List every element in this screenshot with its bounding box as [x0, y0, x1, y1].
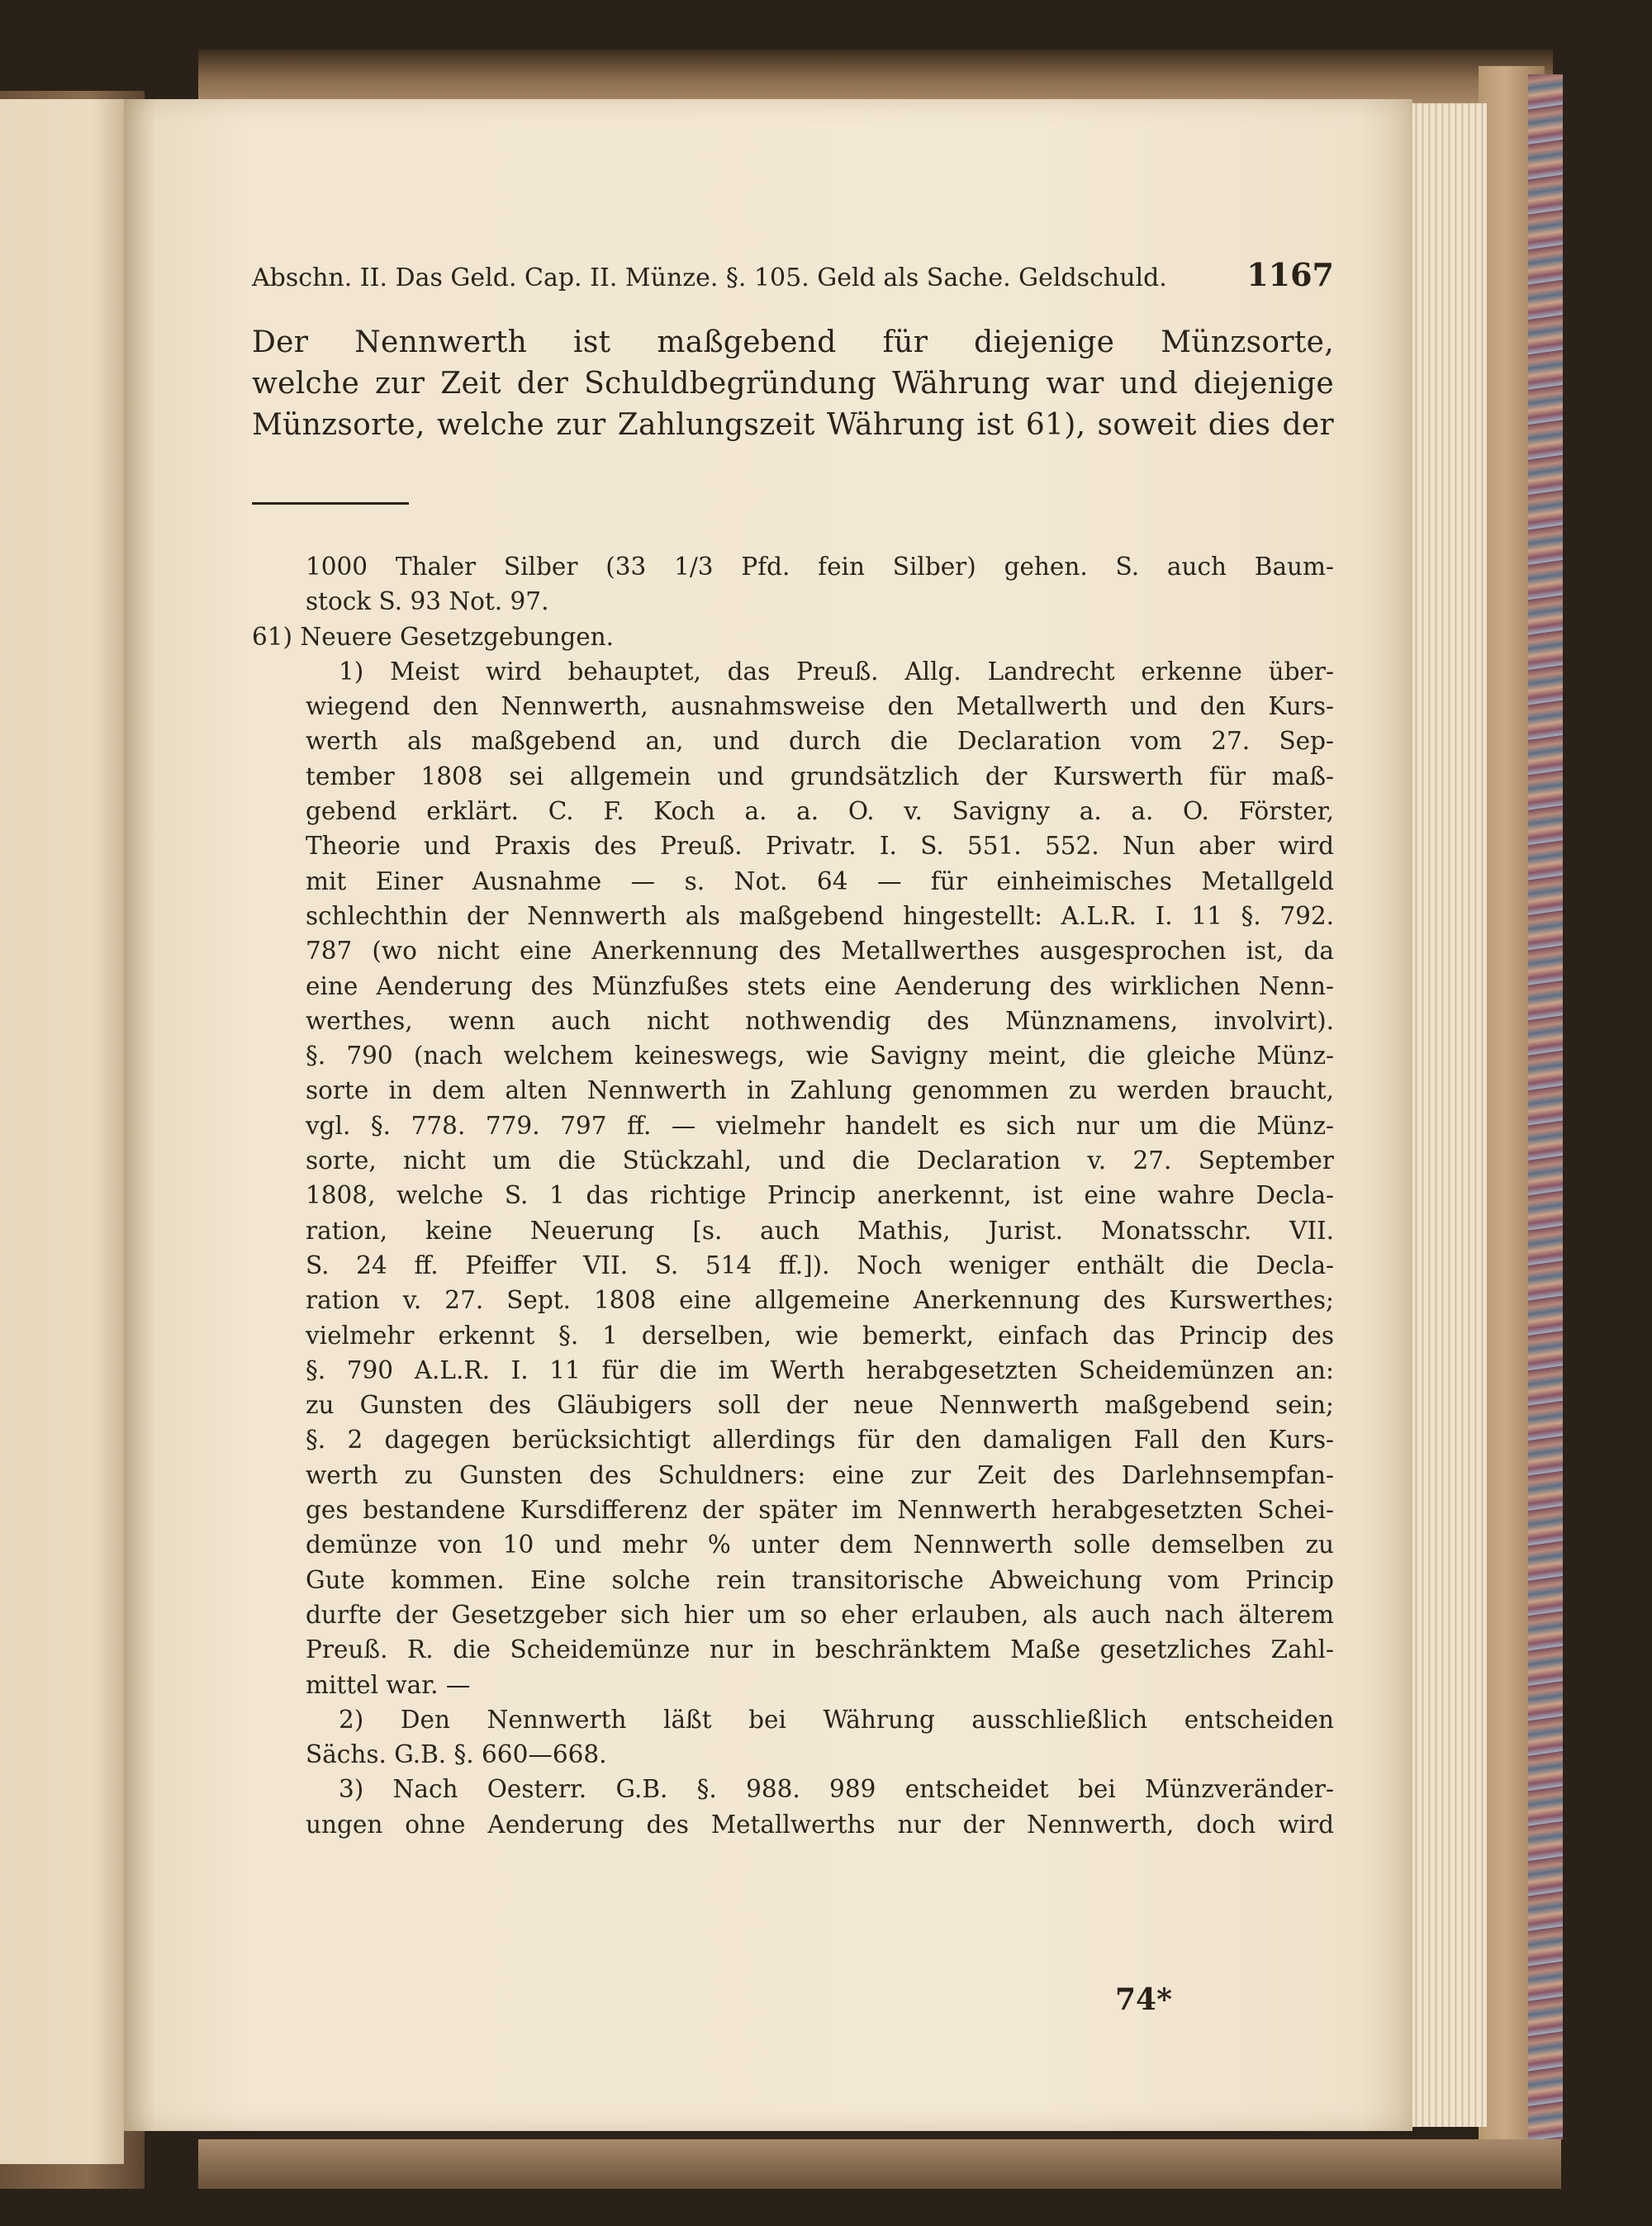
footnote-line: vgl. §. 778. 779. 797 ff. — vielmehr handelt es sich nur um die Münz-: [306, 1111, 1334, 1140]
footnote-line: schlechthin der Nennwerth als maßgebend hingestellt: A.L.R. I. 11 §. 792.: [306, 901, 1334, 930]
footnote-line: mittel war. —: [306, 1670, 471, 1699]
footnote-line: werth als maßgebend an, und durch die Declaration vom 27. Sep-: [306, 727, 1334, 756]
footnote-line: 1) Meist wird behauptet, das Preuß. Allg. Landrecht erkenne über-: [339, 657, 1334, 686]
footnote-line: 2) Den Nennwerth läßt bei Währung ausschließlich entscheiden: [339, 1705, 1334, 1734]
footnote-line: Preuß. R. die Scheidemünze nur in beschränktem Maße gesetzliches Zahl-: [306, 1635, 1334, 1664]
footnote-line: §. 790 A.L.R. I. 11 für die im Werth herabgesetzten Scheidemünzen an:: [306, 1355, 1334, 1384]
marbled-page-edge: [1528, 74, 1563, 2139]
footnote-line: ration v. 27. Sept. 1808 eine allgemeine Anerkennung des Kurswerthes;: [306, 1286, 1334, 1315]
footnote-rule: [252, 502, 409, 505]
footnote-line: vielmehr erkennt §. 1 derselben, wie bemerkt, einfach das Princip des: [306, 1321, 1334, 1350]
footnote-line: ges bestandene Kursdifferenz der später im Nennwerth herabgesetzten Schei-: [306, 1496, 1334, 1525]
main-text: [252, 322, 1334, 446]
footnote-line: tember 1808 sei allgemein und grundsätzlich der Kurswerth für maß-: [306, 762, 1334, 790]
footnote-line: wiegend den Nennwerth, ausnahmsweise den Metallwerth und den Kurs-: [306, 692, 1334, 721]
footnote-line: ration, keine Neuerung [s. auch Mathis, Jurist. Monatsschr. VII.: [306, 1216, 1334, 1245]
body-line: Münzsorte, welche zur Zahlungszeit Währung ist 61), soweit dies der: [252, 408, 1334, 442]
footnote-line: stock S. 93 Not. 97.: [306, 587, 549, 616]
footnote-line: sorte in dem alten Nennwerth in Zahlung genommen zu werden braucht,: [306, 1076, 1334, 1105]
footnote-line: zu Gunsten des Gläubigers soll der neue Nennwerth maßgebend sein;: [306, 1391, 1334, 1420]
footnote-line: gebend erklärt. C. F. Koch a. a. O. v. Savigny a. a. O. Förster,: [306, 797, 1334, 826]
footnote-heading: 61) Neuere Gesetzgebungen.: [252, 622, 615, 651]
footnote-line: ungen ohne Aenderung des Metallwerths nur der Nennwerth, doch wird: [306, 1810, 1334, 1839]
footnote-line: §. 790 (nach welchem keineswegs, wie Savigny meint, die gleiche Münz-: [306, 1042, 1334, 1070]
footnote-line: Sächs. G.B. §. 660—668.: [306, 1740, 607, 1769]
footnote-line: sorte, nicht um die Stückzahl, und die Declaration v. 27. September: [306, 1146, 1334, 1175]
footnote-line: Gute kommen. Eine solche rein transitorische Abweichung vom Princip: [306, 1565, 1334, 1594]
footnote-line: §. 2 dagegen berücksichtigt allerdings für den damaligen Fall den Kurs-: [306, 1426, 1334, 1455]
footnote-line: 1808, welche S. 1 das richtige Princip anerkennt, ist eine wahre Decla-: [306, 1181, 1334, 1210]
footnote-line: S. 24 ff. Pfeiffer VII. S. 514 ff.]). Noch weniger enthält die Decla-: [306, 1251, 1334, 1279]
footnote-line: 3) Nach Oesterr. G.B. §. 988. 989 entscheidet bei Münzveränder-: [339, 1775, 1334, 1804]
body-line: welche zur Zeit der Schuldbegründung Währung war und diejenige: [252, 367, 1334, 401]
footnote-line: 1000 Thaler Silber (33 1/3 Pfd. fein Silber) gehen. S. auch Baum-: [306, 553, 1334, 581]
footnote-line: 787 (wo nicht eine Anerkennung des Metallwerthes ausgesprochen ist, da: [306, 937, 1334, 966]
book-cover-bottom: [198, 2139, 1561, 2189]
footnote-line: demünze von 10 und mehr % unter dem Nennwerth solle demselben zu: [306, 1531, 1334, 1559]
footnotes: [252, 549, 1334, 1842]
body-line: Der Nennwerth ist maßgebend für diejenige Münzsorte,: [252, 325, 1334, 359]
facing-page-edge: [0, 99, 124, 2164]
page-number: 1167: [1246, 256, 1334, 293]
footnote-line: durfte der Gesetzgeber sich hier um so eher erlauben, als auch nach älterem: [306, 1600, 1334, 1629]
footnote-line: Theorie und Praxis des Preuß. Privatr. I. S. 551. 552. Nun aber wird: [306, 832, 1334, 861]
footnote-line: werth zu Gunsten des Schuldners: eine zur Zeit des Darlehnsempfan-: [306, 1460, 1334, 1489]
book-page: [124, 99, 1412, 2131]
footnote-line: werthes, wenn auch nicht nothwendig des Münznamens, involvirt).: [306, 1006, 1334, 1035]
footnote-line: mit Einer Ausnahme — s. Not. 64 — für einheimisches Metallgeld: [306, 866, 1334, 895]
footnote-line: eine Aenderung des Münzfußes stets eine Aenderung des wirklichen Nenn-: [306, 971, 1334, 1000]
running-title: Abschn. II. Das Geld. Cap. II. Münze. §. 105. Geld als Sache. Geldschuld.: [252, 263, 1167, 292]
running-header: [252, 256, 1334, 306]
signature-mark: 74*: [1115, 1982, 1172, 2017]
